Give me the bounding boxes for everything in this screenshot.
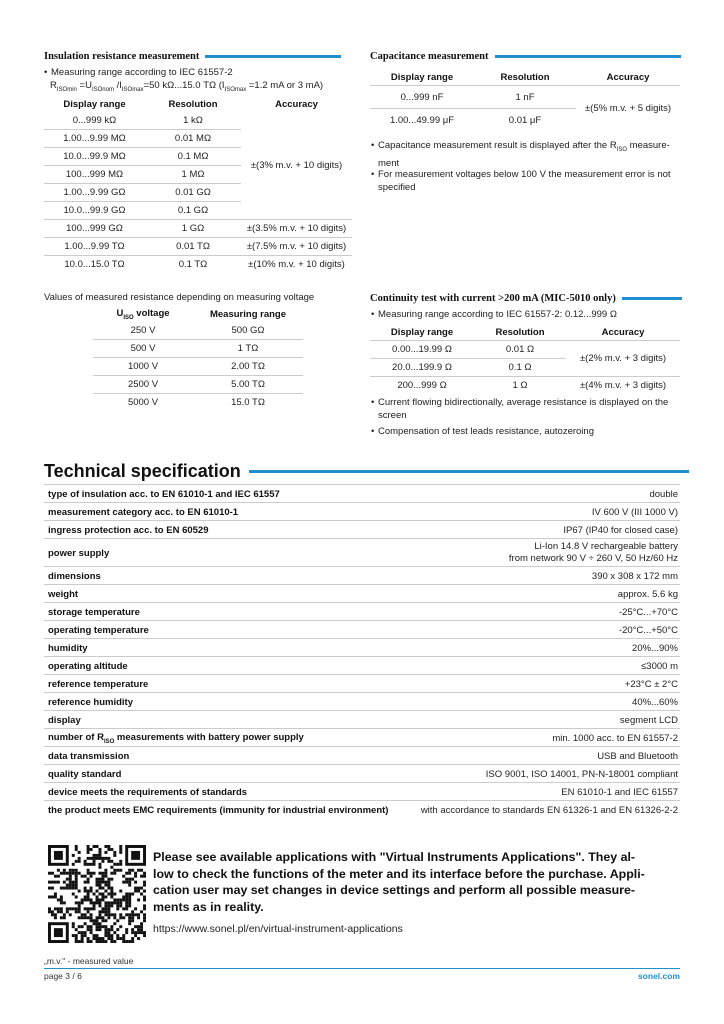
spec-value: ≤3000 m — [641, 660, 678, 672]
table-row — [44, 238, 352, 256]
col-header: Display range — [390, 71, 454, 83]
spec-key: quality standard — [48, 768, 122, 780]
cell-range: 0...999 kΩ — [44, 112, 145, 130]
table-row — [93, 394, 303, 412]
spec-title-text: Technical specification — [44, 461, 241, 481]
cell-range: 10.0...99.9 MΩ — [44, 148, 145, 166]
cell-voltage: 5000 V — [127, 397, 159, 408]
insulation-table — [44, 96, 352, 273]
table-row — [44, 112, 352, 130]
col-header: Display range — [390, 326, 454, 338]
col-header: Accuracy — [601, 326, 645, 338]
cell-range: 2.00 TΩ — [193, 358, 303, 376]
spec-value: with accordance to standards EN 61326-1 and EN 61326-2-2 — [420, 804, 678, 816]
cell-range: 100...999 GΩ — [44, 220, 145, 238]
cell-range: 0.00...19.99 Ω — [370, 341, 474, 359]
spec-row — [44, 800, 680, 819]
col-header: Resolution — [500, 71, 550, 83]
cell-resolution: 0.1 Ω — [474, 359, 566, 377]
continuity-note-2: • Compensation of test leads resistance, autozeroing — [378, 425, 680, 438]
cell-voltage: 1000 V — [93, 358, 193, 376]
table-row — [93, 376, 303, 394]
col-header: $U_{ISO}$ voltage — [116, 307, 170, 321]
cell-resolution: 0.1 GΩ — [145, 202, 241, 220]
cell-accuracy: ±(3.5% m.v. + 10 digits) — [241, 220, 352, 238]
spec-row — [44, 728, 680, 747]
spec-row — [44, 584, 680, 603]
cell-resolution: 0.01 GΩ — [145, 184, 241, 202]
capacitance-note-2: • For measurement voltages below 100 V the measurement error is not specified — [378, 168, 678, 194]
insulation-formula: $R_{ISOmin} =U_{ISOnom}$ $/I_{ISOmax}=50$ kΩ...15.0 TΩ ($I_{ISOmax} =1.2$ mA or 3 mA) — [50, 80, 324, 93]
capacitance-title-text: Capacitance measurement — [370, 51, 489, 62]
spec-key: measurement category acc. to EN 61010-1 — [48, 506, 239, 518]
capacitance-note-1: • Capacitance measurement result is displayed after the $R_{ISO}$ measure- ment — [378, 139, 678, 170]
table-row — [93, 340, 303, 358]
spec-row — [44, 538, 680, 567]
spec-key: device meets the requirements of standards — [48, 786, 248, 798]
cell-accuracy: ±(7.5% m.v. + 10 digits) — [241, 238, 352, 256]
spec-row — [44, 656, 680, 675]
col-header: Display range — [63, 98, 126, 110]
spec-key: reference humidity — [48, 696, 133, 708]
cell-resolution: 0.01 Ω — [474, 341, 566, 359]
continuity-bullet: • Measuring range according to IEC 61557-2: 0.12...999 Ω — [378, 308, 617, 321]
spec-row — [44, 484, 680, 503]
spec-value: IV 600 V (III 1000 V) — [591, 506, 678, 518]
col-header: Resolution — [168, 98, 218, 110]
spec-row — [44, 782, 680, 801]
cell-range: 100...999 MΩ — [44, 166, 145, 184]
spec-value: +23°C ± 2°C — [624, 678, 678, 690]
spec-key: humidity — [48, 642, 88, 654]
cell-accuracy: ±(10% m.v. + 10 digits) — [248, 259, 345, 270]
spec-key: operating altitude — [48, 660, 128, 672]
col-header: Accuracy — [606, 71, 650, 83]
cell-resolution: 0.1 MΩ — [145, 148, 241, 166]
spec-row — [44, 620, 680, 639]
table-row — [44, 220, 352, 238]
cell-resolution: 0.1 TΩ — [178, 259, 208, 270]
spec-value: -20°C...+50°C — [618, 624, 678, 636]
cell-accuracy: ±(2% m.v. + 3 digits) — [566, 341, 680, 377]
cell-accuracy: ±(3% m.v. + 10 digits) — [241, 112, 352, 220]
insulation-section-title — [44, 51, 341, 62]
spec-value: 390 x 308 x 172 mm — [591, 570, 678, 582]
cell-voltage: 250 V — [93, 322, 193, 340]
spec-key: ingress protection acc. to EN 60529 — [48, 524, 209, 536]
cell-voltage: 2500 V — [93, 376, 193, 394]
col-header: Accuracy — [275, 98, 318, 110]
cell-range: 200...999 Ω — [397, 380, 447, 391]
spec-key: weight — [48, 588, 79, 600]
capacitance-table — [370, 69, 680, 131]
spec-row — [44, 710, 680, 729]
qr-code-icon — [48, 845, 146, 943]
spec-key: operating temperature — [48, 624, 149, 636]
spec-key: the product meets EMC requirements (immunity for industrial environment) — [48, 804, 389, 816]
footer-note: „m.v." - measured value — [44, 956, 134, 966]
table-row — [93, 322, 303, 340]
table-row — [93, 358, 303, 376]
spec-row — [44, 602, 680, 621]
cell-resolution: 0.01 μF — [508, 114, 542, 126]
insulation-title-text: Insulation resistance measurement — [44, 51, 200, 62]
insulation-bullet: • Measuring range according to IEC 61557-2 — [51, 66, 233, 79]
cell-resolution: 1 GΩ — [145, 220, 241, 238]
cell-resolution: 1 nF — [474, 86, 576, 109]
continuity-note-1: • Current flowing bidirectionally, average resistance is displayed on the screen — [378, 396, 680, 422]
cell-resolution: 0.01 TΩ — [145, 238, 241, 256]
cell-range: 10.0...15.0 TΩ — [64, 259, 125, 270]
spec-value: -25°C...+70°C — [618, 606, 678, 618]
cell-range: 15.0 TΩ — [231, 397, 265, 408]
spec-key: reference temperature — [48, 678, 149, 690]
spec-key: number of $R_{ISO}$ measurements with battery power supply — [48, 731, 304, 745]
spec-row — [44, 566, 680, 585]
promo-text: Please see available applications with "Virtual Instruments Applications". They al- low to check the functions of the meter and its interface before the purchase. Appli- cation user may set changes in device settings and perform all possible measure- ments as in reality. — [153, 850, 645, 914]
spec-value: segment LCD — [619, 714, 678, 726]
cell-range: 1.00...9.99 MΩ — [44, 130, 145, 148]
col-header: Resolution — [495, 326, 545, 338]
cell-accuracy: ±(4% m.v. + 3 digits) — [579, 380, 667, 391]
cell-resolution: 1 kΩ — [145, 112, 241, 130]
spec-key: data transmission — [48, 750, 130, 762]
spec-row — [44, 764, 680, 783]
spec-row — [44, 674, 680, 693]
spec-value: 40%...60% — [632, 696, 678, 708]
spec-value: double — [649, 488, 678, 500]
cell-range: 1.00...9.99 GΩ — [44, 184, 145, 202]
cell-resolution: 1 MΩ — [145, 166, 241, 184]
spec-key: dimensions — [48, 570, 101, 582]
title-accent-line — [205, 55, 341, 58]
spec-key: power supply — [48, 547, 110, 559]
footer-divider — [44, 968, 680, 969]
col-header: Measuring range — [209, 308, 287, 320]
page-number: page 3 / 6 — [44, 971, 82, 981]
spec-value: IP67 (IP40 for closed case) — [563, 524, 678, 536]
spec-key: storage temperature — [48, 606, 140, 618]
cell-accuracy: ±(5% m.v. + 5 digits) — [584, 103, 672, 114]
title-accent-line — [622, 297, 682, 300]
cell-range: 1 TΩ — [193, 340, 303, 358]
cell-resolution: 1 Ω — [512, 380, 528, 391]
capacitance-section-title — [370, 51, 681, 62]
cell-range: 5.00 TΩ — [193, 376, 303, 394]
table-row — [44, 256, 352, 274]
voltage-table — [93, 306, 303, 411]
voltage-caption: Values of measured resistance depending on measuring voltage — [44, 292, 315, 303]
spec-value: USB and Bluetooth — [597, 750, 678, 762]
table-row — [370, 377, 680, 395]
spec-value: Li-Ion 14.8 V rechargeable battery from network 90 V ÷ 260 V, 50 Hz/60 Hz — [508, 541, 678, 564]
continuity-title-text: Continuity test with current >200 mA (MIC-5010 only) — [370, 293, 616, 304]
spec-value: approx. 5.6 kg — [617, 588, 678, 600]
cell-voltage: 500 V — [93, 340, 193, 358]
spec-row — [44, 520, 680, 539]
title-accent-line — [249, 470, 689, 473]
spec-row — [44, 502, 680, 521]
spec-row — [44, 638, 680, 657]
cell-range: 20.0...199.9 Ω — [370, 359, 474, 377]
cell-range: 10.0...99.9 GΩ — [44, 202, 145, 220]
spec-value: ISO 9001, ISO 14001, PN-N-18001 compliant — [485, 768, 678, 780]
spec-key: type of insulation acc. to EN 61010-1 and IEC 61557 — [48, 488, 280, 500]
spec-key: display — [48, 714, 81, 726]
cell-range: 500 GΩ — [193, 322, 303, 340]
spec-value: min. 1000 acc. to EN 61557-2 — [552, 732, 678, 744]
spec-value: 20%...90% — [632, 642, 678, 654]
cell-range: 1.00...9.99 TΩ — [44, 238, 145, 256]
title-accent-line — [495, 55, 681, 58]
spec-value: EN 61010-1 and IEC 61557 — [561, 786, 678, 798]
cell-range: 0...999 nF — [370, 86, 474, 109]
spec-row — [44, 692, 680, 711]
continuity-section-title — [370, 293, 682, 304]
cell-resolution: 0.01 MΩ — [145, 130, 241, 148]
spec-row — [44, 746, 680, 765]
spec-section-title — [44, 461, 689, 482]
table-row — [370, 341, 680, 359]
brand-link[interactable]: sonel.com — [637, 971, 680, 981]
promo-link[interactable]: https://www.sonel.pl/en/virtual-instrument-applications — [153, 923, 403, 935]
table-row — [370, 86, 680, 109]
continuity-table — [370, 324, 680, 394]
cell-range: 1.00...49.99 μF — [389, 114, 455, 126]
